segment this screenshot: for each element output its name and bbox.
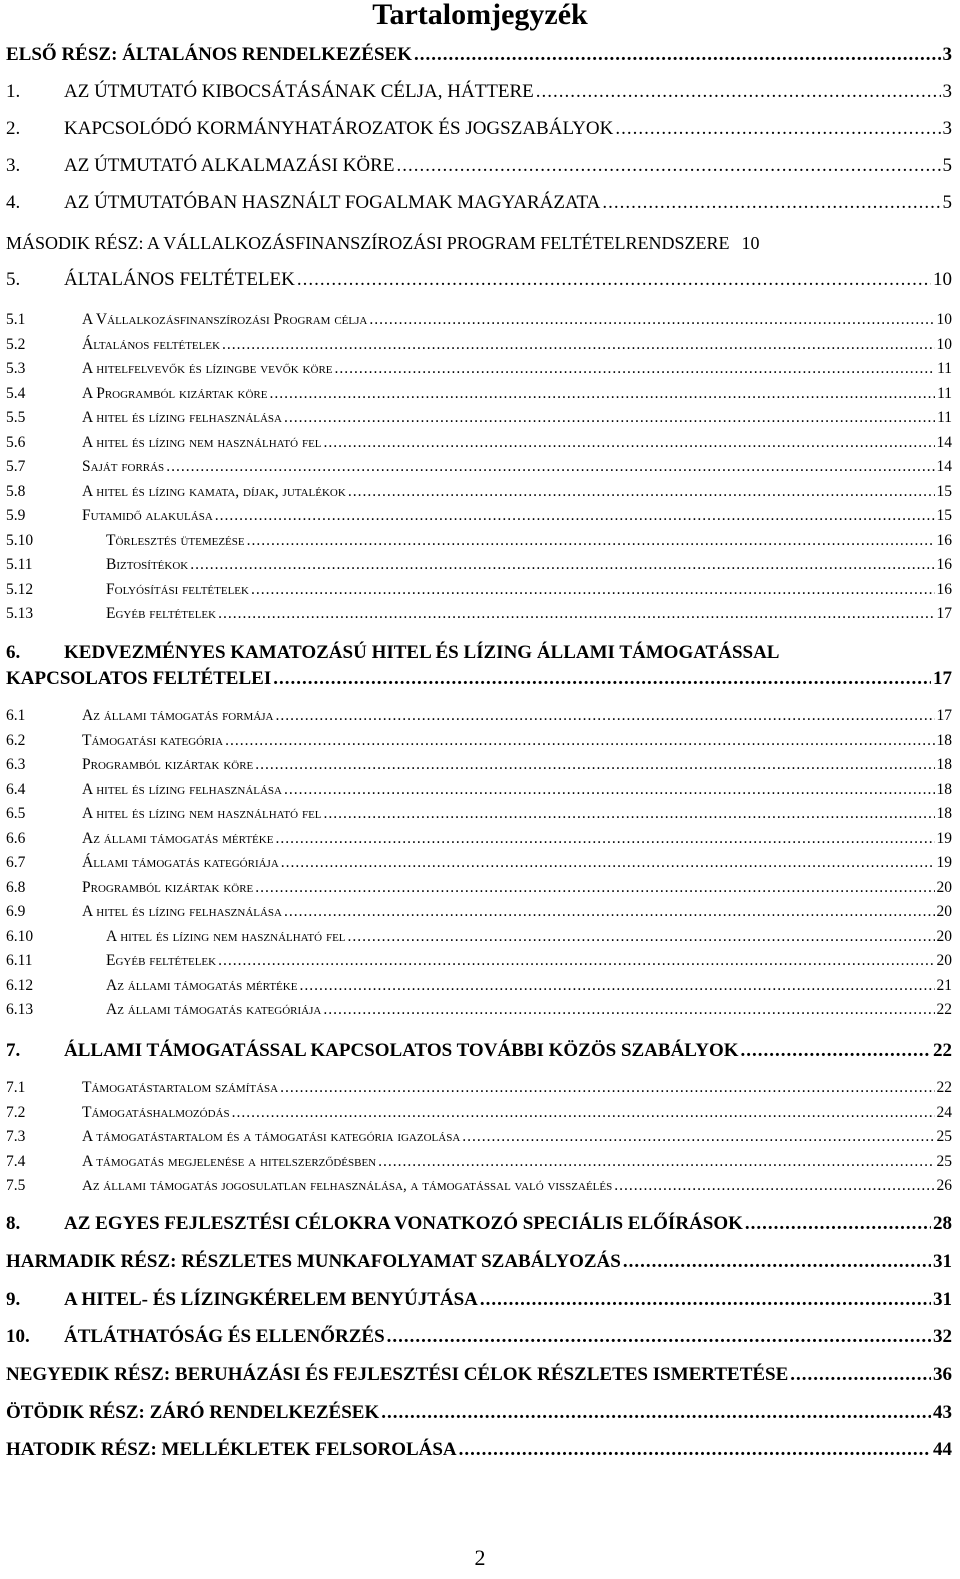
toc-page-number: 3 (942, 81, 952, 102)
toc-entry-number: 5.3 (6, 360, 26, 377)
toc-page-number: 18 (936, 781, 952, 798)
toc-entry-number: 5.12 (6, 581, 34, 598)
toc-entry-text: Törlesztés ütemezése (106, 532, 245, 549)
toc-entry-number: 5.5 (6, 409, 26, 426)
toc-entry-number: 2. (6, 118, 21, 139)
toc-section-6-11[interactable] (6, 951, 952, 971)
toc-section-5-11[interactable] (6, 555, 952, 575)
toc-entry-text: A hitel és lízing kamata, díjak, jutalékok (82, 483, 346, 500)
toc-entry-text: Támogatáshalmozódás (82, 1104, 230, 1121)
toc-section-7-2[interactable] (6, 1103, 952, 1123)
toc-chapter-2[interactable] (6, 118, 952, 140)
toc-entry-text: A hitel és lízing felhasználása (82, 903, 282, 920)
toc-page-number: 18 (936, 805, 952, 822)
toc-part-1[interactable] (6, 44, 952, 66)
toc-entry-number: 1. (6, 81, 21, 102)
toc-page-number: 14 (936, 434, 952, 451)
dot-leader (284, 902, 935, 922)
toc-section-5-12[interactable] (6, 580, 952, 600)
toc-section-5-9[interactable] (6, 506, 952, 526)
toc-entry-number: 6.8 (6, 879, 26, 896)
toc-page-number: 18 (936, 756, 952, 773)
toc-entry-number: 5.10 (6, 532, 34, 549)
toc-page-number: 22 (936, 1079, 952, 1096)
toc-chapter-7[interactable] (6, 1040, 952, 1062)
toc-chapter-1[interactable] (6, 81, 952, 103)
dot-leader (284, 780, 935, 800)
dot-leader (741, 1040, 931, 1062)
dot-leader (276, 706, 935, 726)
dot-leader (602, 192, 940, 214)
toc-page-number: 10 (936, 336, 952, 353)
toc-entry-text: Az állami támogatás kategóriája (106, 1001, 322, 1018)
toc-section-6-4[interactable] (6, 780, 952, 800)
toc-entry-number: 9. (6, 1289, 21, 1310)
toc-page-number: 31 (933, 1289, 952, 1310)
toc-part-6[interactable] (6, 1439, 952, 1461)
toc-entry-number: 5.6 (6, 434, 26, 451)
toc-section-5-5[interactable] (6, 408, 952, 428)
toc-section-5-2[interactable] (6, 335, 952, 355)
toc-section-6-8[interactable] (6, 878, 952, 898)
toc-part-3[interactable] (6, 1251, 952, 1273)
toc-entry-text: Programból kizártak köre (82, 756, 254, 773)
toc-section-7-4[interactable] (6, 1152, 952, 1172)
toc-page-number: 44 (933, 1439, 952, 1460)
toc-page-number: 19 (936, 854, 952, 871)
toc-page-number: 11 (937, 409, 952, 426)
toc-section-6-9[interactable] (6, 902, 952, 922)
toc-entry-text: A hitel és lízing nem használható fel (82, 805, 322, 822)
toc-page-number: 10 (741, 233, 760, 253)
toc-entry-text: Támogatási kategória (82, 732, 224, 749)
dot-leader (615, 118, 940, 140)
toc-page-number: 15 (936, 483, 952, 500)
dot-leader (323, 1000, 934, 1020)
toc-page-number: 43 (933, 1402, 952, 1423)
dot-leader (623, 1251, 931, 1273)
dot-leader (299, 976, 934, 996)
dot-leader (324, 804, 935, 824)
dot-leader (273, 666, 931, 692)
dot-leader (270, 384, 936, 404)
dot-leader (378, 1152, 934, 1172)
toc-section-5-10[interactable] (6, 531, 952, 551)
dot-leader (255, 755, 934, 775)
toc-page-number: 36 (933, 1364, 952, 1385)
toc-entry-number: 7.5 (6, 1177, 26, 1194)
toc-section-6-12[interactable] (6, 976, 952, 996)
toc-entry-text: Futamidő alakulása (82, 507, 213, 524)
toc-entry-text: AZ ÚTMUTATÓ KIBOCSÁTÁSÁNAK CÉLJA, HÁTTERE (64, 81, 534, 102)
toc-section-7-1[interactable] (6, 1078, 952, 1098)
toc-page-number: 19 (936, 830, 952, 847)
toc-section-5-7[interactable] (6, 457, 952, 477)
toc-entry-text: Egyéb feltételek (106, 605, 217, 622)
toc-page-number: 14 (936, 458, 952, 475)
toc-entry-number: 3. (6, 155, 21, 176)
dot-leader (480, 1289, 931, 1311)
toc-entry-text: ÁLLAMI TÁMOGATÁSSAL KAPCSOLATOS TOVÁBBI KÖZÖS SZABÁLYOK (64, 1040, 739, 1061)
toc-page-number: 25 (936, 1153, 952, 1170)
dot-leader (614, 1176, 934, 1196)
toc-section-5-3[interactable] (6, 359, 952, 379)
page-number: 2 (474, 1545, 486, 1570)
toc-entry-number: 6.5 (6, 805, 26, 822)
toc-entry-text: AZ ÚTMUTATÓBAN HASZNÁLT FOGALMAK MAGYARÁZATA (64, 192, 601, 213)
toc-page-number: 32 (933, 1326, 952, 1347)
dot-leader (348, 482, 935, 502)
dot-leader (275, 829, 934, 849)
toc-entry-number: 6.4 (6, 781, 26, 798)
toc-entry-number: 5.1 (6, 311, 26, 328)
toc-page-number: 25 (936, 1128, 952, 1145)
toc-entry-text: Állami támogatás kategóriája (82, 854, 279, 871)
dot-leader (225, 731, 934, 751)
toc-entry-number: 5. (6, 269, 21, 290)
dot-leader (381, 1402, 931, 1424)
toc-page-number: 20 (936, 952, 952, 969)
toc-page-number: 3 (942, 44, 952, 65)
toc-page-number: 11 (937, 360, 952, 377)
toc-entry-text: A hitelfelvevők és lízingbe vevők köre (82, 360, 333, 377)
toc-entry-number: 5.7 (6, 458, 26, 475)
dot-leader (222, 335, 934, 355)
toc-chapter-3[interactable] (6, 155, 952, 177)
toc-entry-text: KAPCSOLÓDÓ KORMÁNYHATÁROZATOK ÉS JOGSZABÁLYOK (64, 118, 614, 139)
toc-entry-text: Programból kizártak köre (82, 879, 254, 896)
toc-entry-text: ÁLTALÁNOS FELTÉTELEK (64, 269, 295, 290)
toc-entry-text: Az állami támogatás formája (82, 707, 274, 724)
toc-entry-number: 6.7 (6, 854, 26, 871)
toc-entry-text: A HITEL- ÉS LÍZINGKÉRELEM BENYÚJTÁSA (64, 1289, 478, 1310)
toc-page-number: 16 (936, 556, 952, 573)
toc-entry-number: 6.3 (6, 756, 26, 773)
toc-entry-text: HARMADIK RÉSZ: RÉSZLETES MUNKAFOLYAMAT SZABÁLYOZÁS (6, 1251, 621, 1272)
dot-leader (251, 580, 935, 600)
toc-entry-text: A hitel és lízing nem használható fel (82, 434, 322, 451)
toc-section-6-6[interactable] (6, 829, 952, 849)
toc-page-number: 18 (936, 732, 952, 749)
dot-leader (215, 506, 935, 526)
toc-entry-number: 6.6 (6, 830, 26, 847)
toc-entry-number: 6.2 (6, 732, 26, 749)
dot-leader (166, 457, 934, 477)
toc-section-6-5[interactable] (6, 804, 952, 824)
dot-leader (255, 878, 934, 898)
dot-leader (790, 1364, 931, 1386)
toc-part-4[interactable] (6, 1364, 952, 1386)
dot-leader (396, 155, 940, 177)
dot-leader (218, 604, 934, 624)
dot-leader (280, 1078, 934, 1098)
toc-page-number: 11 (937, 385, 952, 402)
toc-entry-text-line1: KEDVEZMÉNYES KAMATOZÁSÚ HITEL ÉS LÍZING ÁLLAMI TÁMOGATÁSSAL (64, 642, 780, 663)
dot-leader (247, 531, 935, 551)
toc-entry-text: AZ ÚTMUTATÓ ALKALMAZÁSI KÖRE (64, 155, 395, 176)
dot-leader (324, 433, 935, 453)
toc-page-number: 17 (936, 707, 952, 724)
toc-page-number: 17 (936, 605, 952, 622)
toc-entry-text: A hitel és lízing felhasználása (82, 781, 282, 798)
toc-entry-number: 5.9 (6, 507, 26, 524)
toc-section-7-3[interactable] (6, 1127, 952, 1147)
dot-leader (414, 44, 941, 66)
dot-leader (284, 408, 935, 428)
toc-page-number: 26 (936, 1177, 952, 1194)
toc-entry-text: Saját forrás (82, 458, 165, 475)
toc-entry-number: 7.1 (6, 1079, 26, 1096)
toc-entry-text: ÖTÖDIK RÉSZ: ZÁRÓ RENDELKEZÉSEK (6, 1402, 380, 1423)
toc-section-5-13[interactable] (6, 604, 952, 624)
toc-entry-number: 6.11 (6, 952, 33, 969)
toc-entry-number: 5.2 (6, 336, 26, 353)
toc-entry-number: 6.12 (6, 977, 34, 994)
toc-chapter-6[interactable] (6, 640, 952, 692)
toc-entry-number: 5.4 (6, 385, 26, 402)
toc-entry-text: MÁSODIK RÉSZ: A VÁLLALKOZÁSFINANSZÍROZÁSI PROGRAM FELTÉTELRENDSZERE (6, 233, 730, 253)
toc-page-number: 21 (936, 977, 952, 994)
toc-entry-text: NEGYEDIK RÉSZ: BERUHÁZÁSI ÉS FEJLESZTÉSI CÉLOK RÉSZLETES ISMERTETÉSE (6, 1364, 789, 1385)
dot-leader (218, 951, 934, 971)
toc-section-6-1[interactable] (6, 706, 952, 726)
toc-page-number: 22 (936, 1001, 952, 1018)
toc-part-5[interactable] (6, 1402, 952, 1424)
toc-entry-text: Folyósítási feltételek (106, 581, 249, 598)
toc-entry-number: 6.10 (6, 928, 34, 945)
toc-page-number: 15 (936, 507, 952, 524)
toc-page-number: 17 (933, 668, 952, 689)
toc-entry-number: 8. (6, 1213, 21, 1234)
dot-leader (348, 927, 935, 947)
toc-entry-number: 6.9 (6, 903, 26, 920)
toc-entry-text: Támogatástartalom számítása (82, 1079, 279, 1096)
dot-leader (369, 310, 934, 330)
toc-entry-number: 5.8 (6, 483, 26, 500)
dot-leader (281, 853, 935, 873)
toc-chapter-5[interactable] (6, 269, 952, 291)
toc-page-number: 10 (936, 311, 952, 328)
dot-leader (335, 359, 936, 379)
toc-page-number: 16 (936, 581, 952, 598)
toc-page-number: 20 (936, 903, 952, 920)
toc-section-6-10[interactable] (6, 927, 952, 947)
toc-entry-text-line2: KAPCSOLATOS FELTÉTELEI (6, 668, 272, 689)
toc-section-7-5[interactable] (6, 1176, 952, 1196)
toc-entry-number: 7.4 (6, 1153, 26, 1170)
toc-section-6-3[interactable] (6, 755, 952, 775)
toc-page-number: 24 (936, 1104, 952, 1121)
toc-entry-number: 7.3 (6, 1128, 26, 1145)
toc-page-number: 3 (942, 118, 952, 139)
toc-page-number: 22 (933, 1040, 952, 1061)
toc-entry-number: 10. (6, 1326, 30, 1347)
toc-entry-text: A Programból kizártak köre (82, 385, 268, 402)
toc-section-5-1[interactable] (6, 310, 952, 330)
dot-leader (190, 555, 934, 575)
toc-entry-text: A támogatástartalom és a támogatási kategória igazolása (82, 1128, 461, 1145)
toc-page-number: 10 (933, 269, 952, 290)
toc-entry-text: A hitel és lízing nem használható fel (106, 928, 346, 945)
toc-entry-text: A Vállalkozásfinanszírozási Program célja (82, 311, 368, 328)
toc-entry-text: HATODIK RÉSZ: MELLÉKLETEK FELSOROLÁSA (6, 1439, 457, 1460)
toc-page-number: 31 (933, 1251, 952, 1272)
dot-leader (232, 1103, 935, 1123)
toc-entry-number: 5.11 (6, 556, 33, 573)
dot-leader (745, 1213, 931, 1235)
toc-entry-text: Biztosítékok (106, 556, 189, 573)
toc-section-5-8[interactable] (6, 482, 952, 502)
dot-leader (387, 1326, 931, 1348)
toc-entry-text: Egyéb feltételek (106, 952, 217, 969)
toc-entry-number: 5.13 (6, 605, 34, 622)
dot-leader (462, 1127, 934, 1147)
toc-section-5-4[interactable] (6, 384, 952, 404)
toc-part-2[interactable] (6, 232, 952, 254)
toc-entry-text: Az állami támogatás jogosulatlan felhasználása, a támogatással való visszaélés (82, 1178, 613, 1194)
toc-section-6-13[interactable] (6, 1000, 952, 1020)
dot-leader (297, 269, 931, 291)
toc-entry-text: A támogatás megjelenése a hitelszerződésben (82, 1153, 377, 1170)
toc-entry-number: 6. (6, 642, 21, 663)
toc-section-6-7[interactable] (6, 853, 952, 873)
dot-leader (459, 1439, 931, 1461)
toc-entry-text: Általános feltételek (82, 336, 221, 353)
toc-entry-text: AZ EGYES FEJLESZTÉSI CÉLOKRA VONATKOZÓ SPECIÁLIS ELŐÍRÁSOK (64, 1213, 743, 1234)
dot-leader (536, 81, 941, 103)
toc-section-5-6[interactable] (6, 433, 952, 453)
toc-entry-text: Az állami támogatás mértéke (106, 977, 298, 994)
toc-entry-number: 6.13 (6, 1001, 34, 1018)
toc-entry-text: A hitel és lízing felhasználása (82, 409, 282, 426)
toc-page-number: 20 (936, 928, 952, 945)
toc-entry-number: 4. (6, 192, 21, 213)
toc-page-number: 20 (936, 879, 952, 896)
toc-chapter-8[interactable] (6, 1213, 952, 1235)
toc-page-number: 16 (936, 532, 952, 549)
toc-entry-text: ELSŐ RÉSZ: ÁLTALÁNOS RENDELKEZÉSEK (6, 44, 412, 65)
toc-title: Tartalomjegyzék (372, 0, 588, 31)
toc-entry-text: Az állami támogatás mértéke (82, 830, 274, 847)
toc-entry-number: 7.2 (6, 1104, 26, 1121)
toc-entry-number: 6.1 (6, 707, 26, 724)
toc-chapter-4[interactable] (6, 192, 952, 214)
toc-page-number: 5 (942, 192, 952, 213)
toc-section-6-2[interactable] (6, 731, 952, 751)
toc-page-number: 5 (942, 155, 952, 176)
toc-entry-number: 7. (6, 1040, 21, 1061)
toc-chapter-10[interactable] (6, 1326, 952, 1348)
toc-chapter-9[interactable] (6, 1289, 952, 1311)
toc-page-number: 28 (933, 1213, 952, 1234)
toc-entry-text: ÁTLÁTHATÓSÁG ÉS ELLENŐRZÉS (64, 1326, 385, 1347)
